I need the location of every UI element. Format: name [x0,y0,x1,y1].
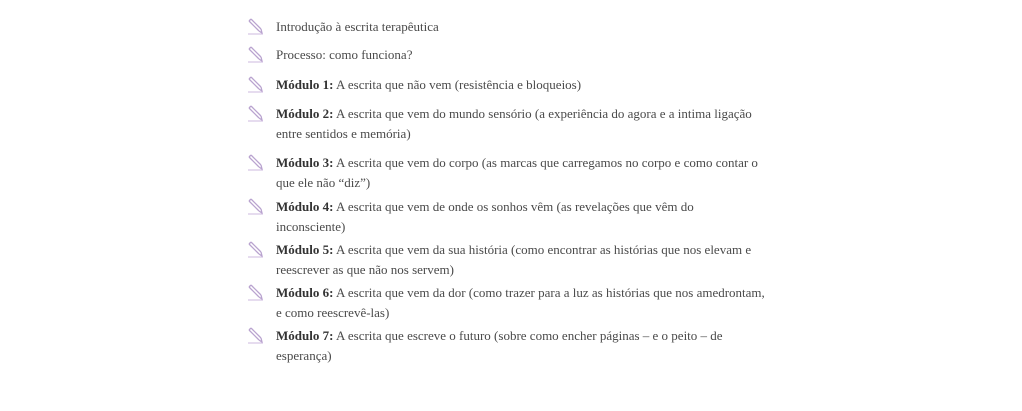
module-description: A escrita que vem do corpo (as marcas que carregamos no corpo e como contar o que ele não “diz”) [276,155,758,190]
list-item [246,45,776,65]
module-label: Módulo 3: [276,155,334,170]
pencil-icon [246,104,264,122]
list-item [246,17,776,37]
pencil-icon [246,197,264,215]
module-label: Módulo 5: [276,242,334,257]
module-label: Módulo 7: [276,328,334,343]
module-label: Módulo 6: [276,285,334,300]
list-item [246,326,776,366]
module-description: A escrita que vem da dor (como trazer para a luz as histórias que nos amedrontam, e como reescrevê-las) [276,285,765,320]
list-item [246,153,776,193]
module-description: A escrita que vem da sua história (como encontrar as histórias que nos elevam e reescrever as que não nos servem) [276,242,752,277]
pencil-icon [246,45,264,63]
list-item [246,104,776,144]
list-item [246,197,776,237]
pencil-icon [246,17,264,35]
pencil-icon [246,240,264,258]
pencil-icon [246,153,264,171]
module-description: Introdução à escrita terapêutica [276,19,439,34]
module-description: A escrita que vem de onde os sonhos vêm (as revelações que vêm do inconsciente) [276,199,694,234]
module-label: Módulo 1: [276,77,334,92]
list-item [246,75,776,95]
list-item [246,283,776,323]
module-description: Processo: como funciona? [276,47,413,62]
module-description: A escrita que escreve o futuro (sobre como encher páginas – e o peito – de esperança) [276,328,723,363]
module-label: Módulo 2: [276,106,334,121]
module-description: A escrita que vem do mundo sensório (a experiência do agora e a intima ligação entre sentidos e memória) [276,106,752,141]
pencil-icon [246,326,264,344]
list-item [246,240,776,280]
pencil-icon [246,283,264,301]
module-label: Módulo 4: [276,199,334,214]
pencil-icon [246,75,264,93]
module-description: A escrita que não vem (resistência e bloqueios) [333,77,582,92]
